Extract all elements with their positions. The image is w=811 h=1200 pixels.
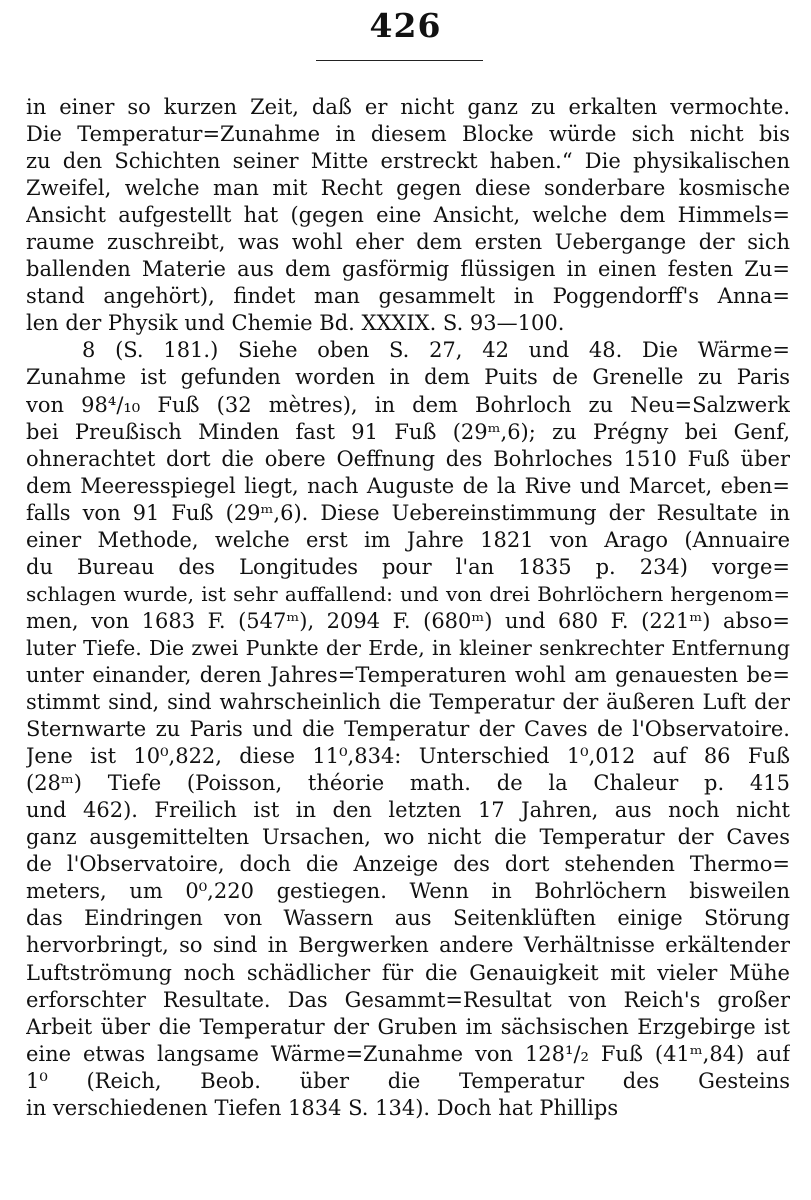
text-line: schlagen wurde, ist sehr auffallend: und von drei Bohrlöchern hergenom= (26, 581, 790, 606)
text-line: Luftströmung noch schädlicher für die Genauigkeit mit vieler Mühe (26, 960, 790, 985)
text-line: falls von 91 Fuß (29ᵐ,6). Diese Uebereinstimmung der Resultate in (26, 500, 790, 525)
text-line: zu den Schichten seiner Mitte erstreckt haben.“ Die physikalischen (26, 149, 790, 174)
text-line: Ansicht aufgestellt hat (gegen eine Ansicht, welche dem Himmels= (26, 203, 790, 228)
text-line: ganz ausgemittelten Ursachen, wo nicht die Temperatur der Caves (26, 825, 790, 850)
text-line: de l'Observatoire, doch die Anzeige des dort stehenden Thermo= (26, 852, 790, 877)
text-line: eine etwas langsame Wärme=Zunahme von 128¹/₂ Fuß (41ᵐ,84) auf (26, 1041, 790, 1066)
text-line: 8 (S. 181.) Siehe oben S. 27, 42 und 48. Die Wärme= (82, 338, 790, 363)
text-line: in einer so kurzen Zeit, daß er nicht ganz zu erkalten vermochte. (26, 95, 790, 119)
text-line: bei Preußisch Minden fast 91 Fuß (29ᵐ,6); zu Prégny bei Genf, (26, 419, 790, 444)
text-line: in verschiedenen Tiefen 1834 S. 134). Doch hat Phillips (26, 1095, 619, 1120)
text-line: unter einander, deren Jahres=Temperaturen wohl am genauesten be= (26, 662, 790, 687)
page-number: 426 (369, 6, 442, 45)
header-rule (316, 60, 483, 61)
text-line: von 98⁴/₁₀ Fuß (32 mètres), in dem Bohrloch zu Neu=Salzwerk (26, 392, 790, 417)
text-line: Jene ist 10⁰,822, diese 11⁰,834: Unterschied 1⁰,012 auf 86 Fuß (26, 744, 790, 769)
text-line: Zunahme ist gefunden worden in dem Puits de Grenelle zu Paris (26, 365, 790, 390)
text-line: dem Meeresspiegel liegt, nach Auguste de la Rive und Marcet, eben= (26, 473, 790, 498)
text-line: ballenden Materie aus dem gasförmig flüssigen in einen festen Zu= (26, 257, 790, 282)
text-line: Zweifel, welche man mit Recht gegen diese sonderbare kosmische (26, 176, 790, 201)
text-line: stand angehört), findet man gesammelt in Poggendorff's Anna= (26, 284, 790, 309)
text-line: erforschter Resultate. Das Gesammt=Resultat von Reich's großer (26, 987, 790, 1012)
text-line: Sternwarte zu Paris und die Temperatur der Caves de l'Observatoire. (26, 717, 790, 742)
text-line: stimmt sind, sind wahrscheinlich die Temperatur der äußeren Luft der (26, 690, 790, 715)
text-line: und 462). Freilich ist in den letzten 17 Jahren, aus noch nicht (26, 798, 790, 823)
text-line: einer Methode, welche erst im Jahre 1821 von Arago (Annuaire (26, 527, 790, 552)
text-line: (28ᵐ) Tiefe (Poisson, théorie math. de la Chaleur p. 415 (26, 771, 790, 796)
text-line: len der Physik und Chemie Bd. XXXIX. S. 93—100. (26, 311, 565, 336)
text-line: Arbeit über die Temperatur der Gruben im sächsischen Erzgebirge ist (26, 1014, 790, 1039)
text-line: 1⁰ (Reich, Beob. über die Temperatur des Gesteins (26, 1068, 790, 1093)
text-line: men, von 1683 F. (547ᵐ), 2094 F. (680ᵐ) und 680 F. (221ᵐ) abso= (26, 608, 790, 633)
text-line: Die Temperatur=Zunahme in diesem Blocke würde sich nicht bis (26, 122, 790, 147)
body-text (26, 94, 790, 1122)
text-line: raume zuschreibt, was wohl eher dem ersten Uebergange der sich (26, 230, 790, 255)
text-line: du Bureau des Longitudes pour l'an 1835 p. 234) vorge= (26, 554, 790, 579)
text-line: meters, um 0⁰,220 gestiegen. Wenn in Bohrlöchern bisweilen (26, 879, 790, 904)
text-line: ohnerachtet dort die obere Oeffnung des Bohrloches 1510 Fuß über (26, 446, 790, 471)
text-line: das Eindringen von Wassern aus Seitenklüften einige Störung (26, 906, 790, 931)
text-line: luter Tiefe. Die zwei Punkte der Erde, in kleiner senkrechter Entfernung (26, 635, 790, 660)
text-line: hervorbringt, so sind in Bergwerken andere Verhältnisse erkältender (26, 933, 790, 958)
